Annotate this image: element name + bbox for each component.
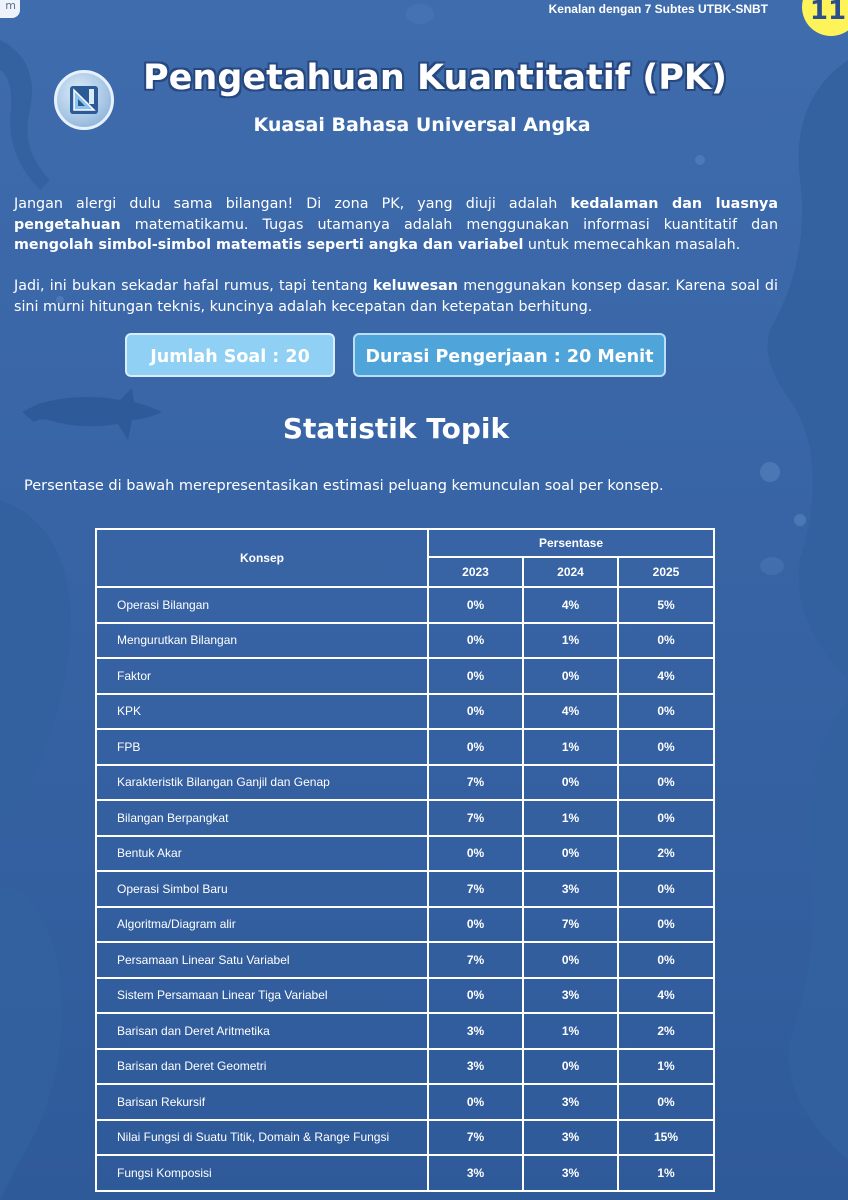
percentage-cell: 7% bbox=[523, 907, 618, 943]
table-row bbox=[96, 836, 714, 872]
percentage-cell: 1% bbox=[523, 800, 618, 836]
concept-cell: Operasi Simbol Baru bbox=[96, 871, 428, 907]
concept-cell: Algoritma/Diagram alir bbox=[96, 907, 428, 943]
percentage-cell: 3% bbox=[523, 1120, 618, 1156]
percentage-cell: 0% bbox=[618, 942, 714, 978]
percentage-cell: 0% bbox=[618, 694, 714, 730]
concept-cell: Karakteristik Bilangan Ganjil dan Genap bbox=[96, 765, 428, 801]
percentage-cell: 0% bbox=[618, 800, 714, 836]
percentage-cell: 7% bbox=[428, 942, 523, 978]
table-row bbox=[96, 1049, 714, 1085]
concept-cell: KPK bbox=[96, 694, 428, 730]
table-row bbox=[96, 800, 714, 836]
concept-cell: Bentuk Akar bbox=[96, 836, 428, 872]
concept-cell: Faktor bbox=[96, 658, 428, 694]
page-number-badge: 11 bbox=[802, 0, 848, 36]
concept-cell: Nilai Fungsi di Suatu Titik, Domain & Range Fungsi bbox=[96, 1120, 428, 1156]
percentage-cell: 0% bbox=[618, 623, 714, 659]
header-year: 2025 bbox=[618, 557, 714, 587]
percentage-cell: 1% bbox=[523, 623, 618, 659]
percentage-cell: 3% bbox=[523, 978, 618, 1014]
duration-badge: Durasi Pengerjaan : 20 Menit bbox=[353, 333, 666, 377]
table-row bbox=[96, 871, 714, 907]
emphasis-text: keluwesan bbox=[372, 278, 458, 295]
percentage-cell: 0% bbox=[428, 658, 523, 694]
percentage-cell: 1% bbox=[618, 1155, 714, 1191]
percentage-cell: 5% bbox=[618, 587, 714, 623]
percentage-cell: 0% bbox=[428, 623, 523, 659]
concept-cell: Operasi Bilangan bbox=[96, 587, 428, 623]
percentage-cell: 0% bbox=[428, 587, 523, 623]
concept-cell: Barisan Rekursif bbox=[96, 1084, 428, 1120]
percentage-cell: 0% bbox=[428, 729, 523, 765]
percentage-cell: 0% bbox=[428, 907, 523, 943]
percentage-cell: 0% bbox=[618, 765, 714, 801]
header-year: 2024 bbox=[523, 557, 618, 587]
table-row bbox=[96, 1120, 714, 1156]
percentage-cell: 4% bbox=[618, 658, 714, 694]
percentage-cell: 0% bbox=[523, 942, 618, 978]
percentage-cell: 1% bbox=[618, 1049, 714, 1085]
table-row bbox=[96, 1155, 714, 1191]
table-row bbox=[96, 978, 714, 1014]
body-text: Jangan alergi dulu sama bilangan! Di zona PK, yang diuji adalah bbox=[14, 196, 571, 213]
concept-cell: Barisan dan Deret Geometri bbox=[96, 1049, 428, 1085]
percentage-cell: 4% bbox=[523, 694, 618, 730]
concept-cell: Bilangan Berpangkat bbox=[96, 800, 428, 836]
topic-stats-table bbox=[95, 528, 715, 1192]
percentage-cell: 3% bbox=[523, 1155, 618, 1191]
percentage-cell: 15% bbox=[618, 1120, 714, 1156]
table-row bbox=[96, 942, 714, 978]
percentage-cell: 0% bbox=[428, 836, 523, 872]
percentage-cell: 2% bbox=[618, 1013, 714, 1049]
body-text: menggunakan konsep dasar. Karena soal di sini murni hitungan teknis, kuncinya adalah kecepatan dan ketepatan berhitung. bbox=[14, 278, 778, 315]
intro-paragraph-2 bbox=[14, 276, 778, 317]
table-row bbox=[96, 765, 714, 801]
percentage-cell: 1% bbox=[523, 1013, 618, 1049]
series-label: Kenalan dengan 7 Subtes UTBK-SNBT bbox=[548, 2, 768, 16]
body-text: untuk memecahkan masalah. bbox=[523, 237, 741, 254]
percentage-cell: 0% bbox=[618, 729, 714, 765]
percentage-cell: 7% bbox=[428, 1120, 523, 1156]
percentage-cell: 3% bbox=[523, 1084, 618, 1120]
concept-cell: FPB bbox=[96, 729, 428, 765]
table-row bbox=[96, 729, 714, 765]
percentage-cell: 4% bbox=[523, 587, 618, 623]
header-year: 2023 bbox=[428, 557, 523, 587]
percentage-cell: 3% bbox=[428, 1013, 523, 1049]
percentage-cell: 4% bbox=[618, 978, 714, 1014]
body-text: matematikamu. Tugas utamanya adalah menggunakan informasi kuantitatif dan bbox=[120, 216, 778, 233]
table-row bbox=[96, 1084, 714, 1120]
concept-cell: Barisan dan Deret Aritmetika bbox=[96, 1013, 428, 1049]
concept-cell: Fungsi Komposisi bbox=[96, 1155, 428, 1191]
intro-paragraph-1 bbox=[14, 194, 778, 256]
percentage-cell: 7% bbox=[428, 765, 523, 801]
table-row bbox=[96, 907, 714, 943]
percentage-cell: 0% bbox=[523, 836, 618, 872]
emphasis-text: mengolah simbol-simbol matematis seperti angka dan variabel bbox=[14, 237, 524, 254]
concept-cell: Sistem Persamaan Linear Tiga Variabel bbox=[96, 978, 428, 1014]
percentage-cell: 0% bbox=[523, 658, 618, 694]
question-count-badge: Jumlah Soal : 20 bbox=[125, 333, 335, 377]
emphasis-text: kedalaman dan luasnya pengetahuan bbox=[14, 196, 778, 233]
percentage-cell: 2% bbox=[618, 836, 714, 872]
percentage-cell: 7% bbox=[428, 800, 523, 836]
percentage-cell: 3% bbox=[523, 871, 618, 907]
page-subtitle: Kuasai Bahasa Universal Angka bbox=[253, 114, 591, 136]
concept-cell: Persamaan Linear Satu Variabel bbox=[96, 942, 428, 978]
percentage-cell: 3% bbox=[428, 1155, 523, 1191]
corner-tab: m bbox=[0, 0, 20, 18]
percentage-cell: 7% bbox=[428, 871, 523, 907]
percentage-cell: 3% bbox=[428, 1049, 523, 1085]
percentage-cell: 0% bbox=[428, 694, 523, 730]
percentage-cell: 0% bbox=[523, 765, 618, 801]
body-text: Jadi, ini bukan sekadar hafal rumus, tapi tentang bbox=[14, 278, 373, 295]
table-row bbox=[96, 1013, 714, 1049]
table-row bbox=[96, 587, 714, 623]
percentage-cell: 0% bbox=[618, 871, 714, 907]
page-title: Pengetahuan Kuantitatif (PK) bbox=[143, 58, 727, 98]
table-row bbox=[96, 623, 714, 659]
concept-cell: Mengurutkan Bilangan bbox=[96, 623, 428, 659]
percentage-cell: 0% bbox=[428, 1084, 523, 1120]
header-concept: Konsep bbox=[96, 529, 428, 587]
stats-heading: Statistik Topik bbox=[282, 412, 510, 445]
percentage-cell: 0% bbox=[523, 1049, 618, 1085]
percentage-cell: 0% bbox=[618, 1084, 714, 1120]
table-row bbox=[96, 694, 714, 730]
percentage-cell: 1% bbox=[523, 729, 618, 765]
stats-description: Persentase di bawah merepresentasikan estimasi peluang kemunculan soal per konsep. bbox=[24, 478, 664, 494]
table-row bbox=[96, 658, 714, 694]
header-percentage: Persentase bbox=[428, 529, 714, 557]
percentage-cell: 0% bbox=[618, 907, 714, 943]
percentage-cell: 0% bbox=[428, 978, 523, 1014]
